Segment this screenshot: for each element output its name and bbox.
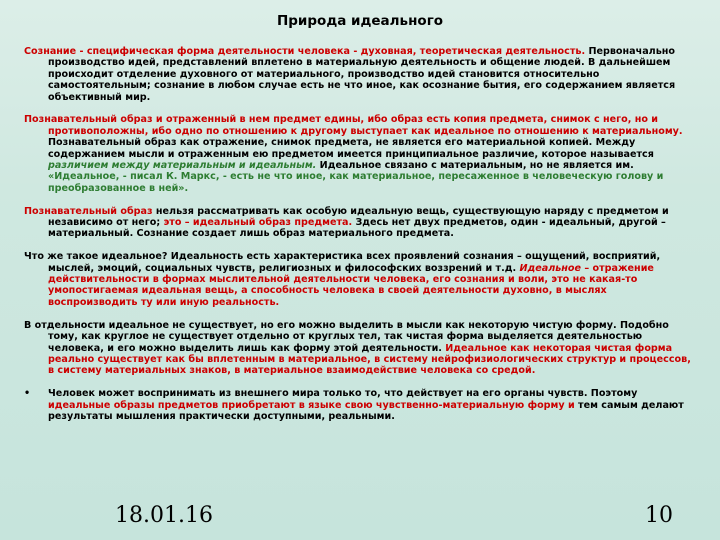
quote-marx: «Идеальное, - писал К. Маркс, - есть не что иное, как материальное, пересаженное в человеческую голову и преобразованное в ней». [48,171,664,194]
text-dash: – [581,262,593,274]
text-ideal-image: это – идеальный образ предмета. [163,217,353,229]
text-image-unity: Познавательный образ и отраженный в нем предмет едины, ибо образ есть копия предмета, снимок с него, но и противоположны, ибо одно по отношению к другому выступает как идеальное по отношению к материальному. [24,114,683,137]
text-ideal-woven: Идеальное как некоторая чистая форма реально существует как бы вплетенным в материальное, в систему нейрофизиологических структур и процессов, в систему материальных знаков, в материальное взаимодействие человека со средой. [48,342,691,377]
definition-consciousness: Сознание - специфическая форма деятельности человека - духовная, теоретическая деятельность. [24,46,586,57]
text-difference: различием между материальным и идеальным. [48,160,317,172]
text-not-thing: нельзя рассматривать как особую идеальную вещь, существующую наряду с предметом и независимо от него; [48,205,669,229]
text-perception: Человек может воспринимать из внешнего мира только то, что действует на его органы чувств. Поэтому [48,388,638,400]
term-cognitive-image: Познавательный образ [24,205,153,217]
slide-body [24,46,696,434]
bullet-icon: • [24,388,31,400]
paragraph-cognitive-image [24,114,696,194]
definition-ideal: отражение действительности в формах мыслительной деятельности человека, его сознания и воли, это не какая-то умопостигаемая идеальная вещь, а способность человека в своей деятельности духовно, в мыслях воспроизводить ту или иную реальность. [48,262,654,308]
text-results: тем самым делают результаты мышления практически доступными, реальными. [48,399,684,422]
paragraph-consciousness [24,46,696,103]
paragraph-pure-form [24,320,696,377]
slide-title: Природа идеального [276,13,444,29]
text-pure-form: В отдельности идеальное не существует, но его можно выделить в мысли как некоторую чистую форму. Подобно тому, как круглое не существует отдельно от круглых тел, так чистая форма выделяется деятельностью человека, и его можно выделить лишь как форму этой деятельности. [24,319,669,354]
text-consciousness: Первоначально производство идей, представлений вплетено в материальную деятельность и общение людей. В дальнейшем происходит отделение духовного от материального, производство идей становится относительно самостоятельным; сознание в любом случае есть не что иное, как осознание бытия, его содержанием является объективный мир. [48,46,676,103]
text-two-objects: Здесь нет двух предметов, один - идеальный, другой – материальный. Сознание создает лишь образ материального предмета. [48,217,666,240]
footer-date: 18.01.16 [115,503,213,528]
text-ideality: Что же такое идеальное? Идеальность есть характеристика всех проявлений сознания – ощущений, восприятий, мыслей, эмоций, социальных чувств, религиозных и философских воззрений и т.д. [24,251,661,274]
text-ideal-linked: Идеальное связано с материальным, но не является им. [316,160,634,172]
term-ideal: Идеальное [519,262,582,274]
text-ideal-images: идеальные образы предметов приобретают в языке свою чувственно-материальную форму и [48,399,575,411]
text-image-copy: Познавательный образ как отражение, снимок предмета, не является его материальной копией. Между содержанием мысли и отраженным ею предметом имеется принципиальное различие, которое называется [48,137,654,160]
bullet-perception [24,388,696,422]
paragraph-image-thing [24,206,696,240]
page-number: 10 [645,503,673,528]
paragraph-what-is-ideal [24,251,696,308]
